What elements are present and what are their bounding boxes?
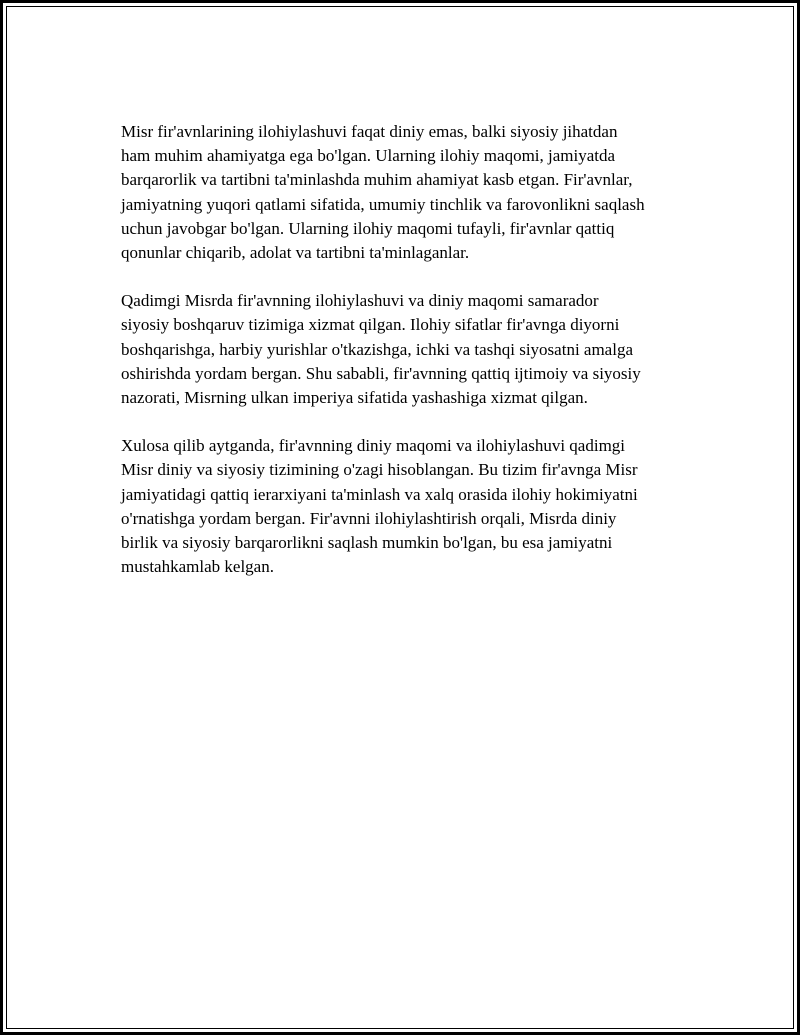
- paragraph-2: [121, 289, 696, 410]
- paragraph-3: [121, 434, 696, 579]
- paragraph-line: jamiyatidagi qattiq ierarxiyani ta'minlash va xalq orasida ilohiy hokimiyatni: [121, 484, 638, 504]
- paragraph-line: nazorati, Misrning ulkan imperiya sifatida yashashiga xizmat qilgan.: [121, 388, 588, 408]
- paragraph-line: siyosiy boshqaruv tizimiga xizmat qilgan. Ilohiy sifatlar fir'avnga diyorni: [121, 315, 620, 335]
- paragraph-line: uchun javobgar bo'lgan. Ularning ilohiy maqomi tufayli, fir'avnlar qattiq: [121, 218, 615, 238]
- paragraph-line: Misr fir'avnlarining ilohiylashuvi faqat diniy emas, balki siyosiy jihatdan: [121, 122, 618, 141]
- document-body: [121, 120, 696, 603]
- paragraph-line: barqarorlik va tartibni ta'minlashda muhim ahamiyat kasb etgan. Fir'avnlar,: [121, 170, 633, 190]
- paragraph-line: jamiyatning yuqori qatlami sifatida, umumiy tinchlik va farovonlikni saqlash: [121, 194, 645, 214]
- paragraph-line: oshirishda yordam bergan. Shu sababli, fir'avnning qattiq ijtimoiy va siyosiy: [121, 363, 641, 383]
- paragraph-line: Qadimgi Misrda fir'avnning ilohiylashuvi va diniy maqomi samarador: [121, 291, 599, 311]
- paragraph-1: [121, 120, 696, 265]
- paragraph-line: qonunlar chiqarib, adolat va tartibni ta'minlaganlar.: [121, 243, 470, 263]
- paragraph-line: ham muhim ahamiyatga ega bo'lgan. Ularning ilohiy maqomi, jamiyatda: [121, 146, 616, 166]
- paragraph-line: mustahkamlab kelgan.: [121, 557, 274, 577]
- paragraph-line: Misr diniy va siyosiy tizimining o'zagi hisoblangan. Bu tizim fir'avnga Misr: [121, 460, 638, 480]
- paragraph-line: o'rnatishga yordam bergan. Fir'avnni ilohiylashtirish orqali, Misrda diniy: [121, 508, 617, 528]
- paragraph-line: Xulosa qilib aytganda, fir'avnning diniy maqomi va ilohiylashuvi qadimgi: [121, 436, 626, 456]
- paragraph-line: birlik va siyosiy barqarorlikni saqlash mumkin bo'lgan, bu esa jamiyatni: [121, 533, 613, 553]
- paragraph-line: boshqarishga, harbiy yurishlar o'tkazishga, ichki va tashqi siyosatni amalga: [121, 339, 634, 359]
